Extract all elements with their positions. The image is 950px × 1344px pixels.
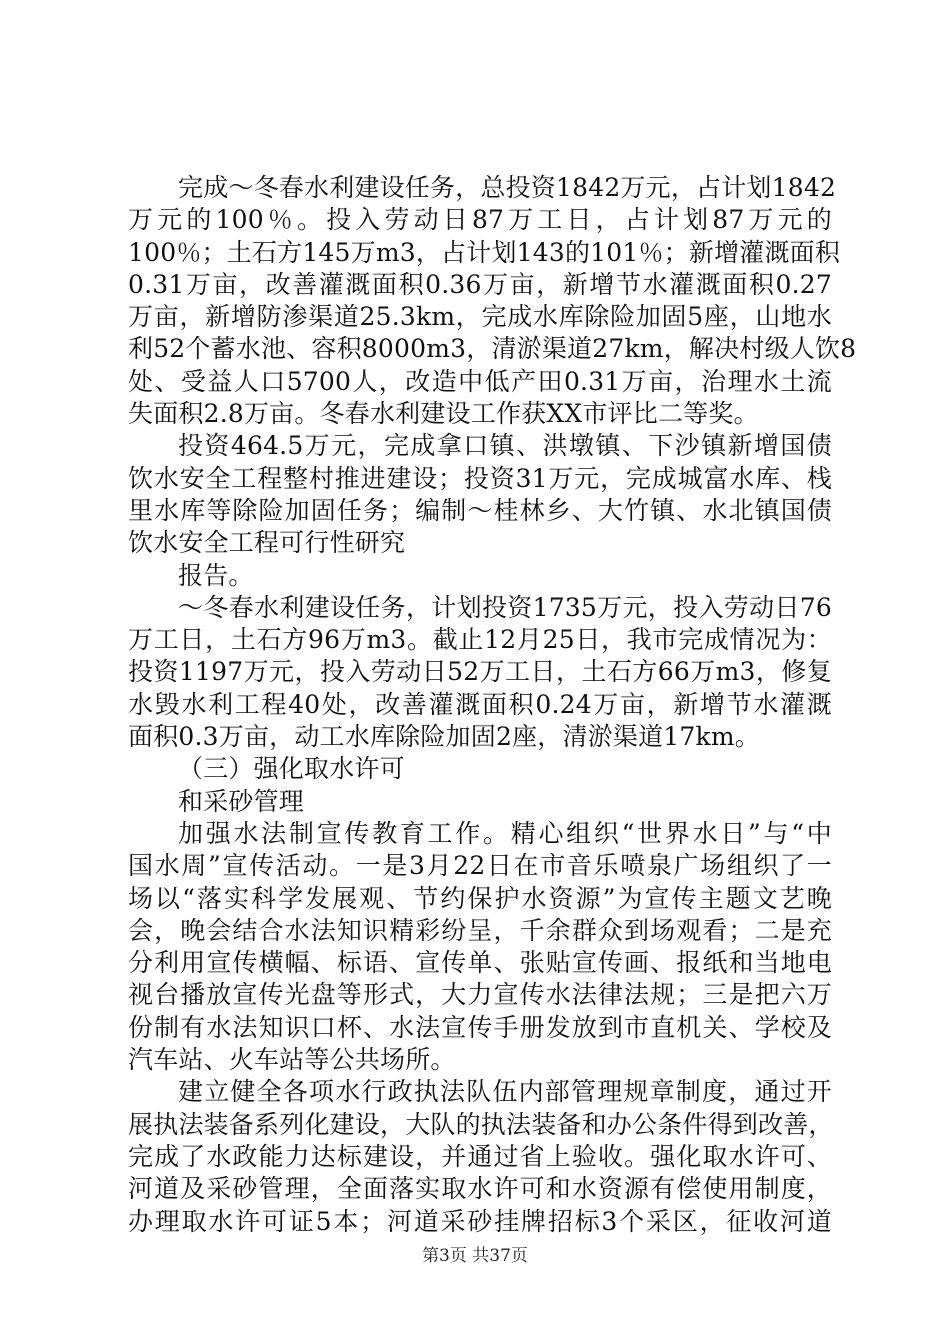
text-line: 万元的100％。投入劳动日87万工日，占计划87万元的 [128, 205, 832, 235]
text-line: 和采砂管理 [178, 786, 305, 816]
text-line: 视台播放宣传光盘等形式，大力宣传水法律法规；三是把六万 [128, 980, 832, 1010]
text-line: 完成了水政能力达标建设，并通过省上验收。强化取水许可、 [128, 1141, 832, 1171]
text-line: 办理取水许可证5本；河道采砂挂牌招标3个采区，征收河道 [128, 1206, 832, 1236]
text-line: 面积0.3万亩，动工水库除险加固2座，清淤渠道17km。 [128, 722, 760, 752]
text-line: 汽车站、火车站等公共场所。 [128, 1045, 456, 1075]
text-line: 投资464.5万元，完成拿口镇、洪墩镇、下沙镇新增国债 [178, 431, 832, 461]
text-line: 失面积2.8万亩。冬春水利建设工作获XX市评比二等奖。 [128, 399, 759, 429]
text-line: 0.31万亩，改善灌溉面积0.36万亩，新增节水灌溉面积0.27 [128, 269, 832, 299]
text-line: 利52个蓄水池、容积8000m3，清淤渠道27km，解决村级人饮8 [128, 334, 857, 364]
text-line: ～冬春水利建设任务，计划投资1735万元，投入劳动日76 [178, 592, 832, 622]
text-line: 河道及采砂管理，全面落实取水许可和水资源有偿使用制度， [128, 1174, 832, 1204]
text-line: 会，晚会结合水法知识精彩纷呈，千余群众到场观看；二是充 [128, 915, 832, 945]
text-line: 场以“落实科学发展观、节约保护水资源”为宣传主题文艺晚 [128, 883, 832, 913]
text-line: 饮水安全工程整村推进建设；投资31万元，完成城富水库、栈 [128, 463, 832, 493]
text-line: 分利用宣传横幅、标语、宣传单、张贴宣传画、报纸和当地电 [128, 948, 832, 978]
text-line: 展执法装备系列化建设，大队的执法装备和办公条件得到改善， [128, 1109, 834, 1139]
text-line: 处、受益人口5700人，改造中低产田0.31万亩，治理水土流 [128, 366, 832, 396]
text-line: 水毁水利工程40处，改善灌溉面积0.24万亩，新增节水灌溉 [128, 689, 832, 719]
text-line: 万亩，新增防渗渠道25.3km，完成水库除险加固5座，山地水 [128, 302, 832, 332]
text-line: （三）强化取水许可 [178, 754, 405, 784]
text-line: 完成～冬春水利建设任务，总投资1842万元，占计划1842 [178, 173, 837, 202]
text-line: 饮水安全工程可行性研究 [128, 528, 406, 558]
text-line: 万工日，土石方96万m3。截止12月25日，我市完成情况为： [128, 625, 832, 655]
text-line: 加强水法制宣传教育工作。精心组织“世界水日”与“中 [178, 818, 832, 848]
text-line: 建立健全各项水行政执法队伍内部管理规章制度，通过开 [178, 1077, 832, 1107]
text-line: 投资1197万元，投入劳动日52万工日，土石方66万m3，修复 [128, 657, 832, 687]
document-body [128, 172, 857, 1238]
text-line: 份制有水法知识口杯、水法宣传手册发放到市直机关、学校及 [128, 1012, 832, 1042]
text-line: 报告。 [178, 560, 254, 590]
page-footer: 第3页 共37页 [422, 1246, 528, 1266]
text-line: 100％；土石方145万m3，占计划143的101％；新增灌溉面积 [128, 237, 841, 267]
text-line: 里水库等除险加固任务；编制～桂林乡、大竹镇、水北镇国债 [128, 495, 832, 525]
text-line: 国水周”宣传活动。一是3月22日在市音乐喷泉广场组织了一 [128, 851, 832, 881]
